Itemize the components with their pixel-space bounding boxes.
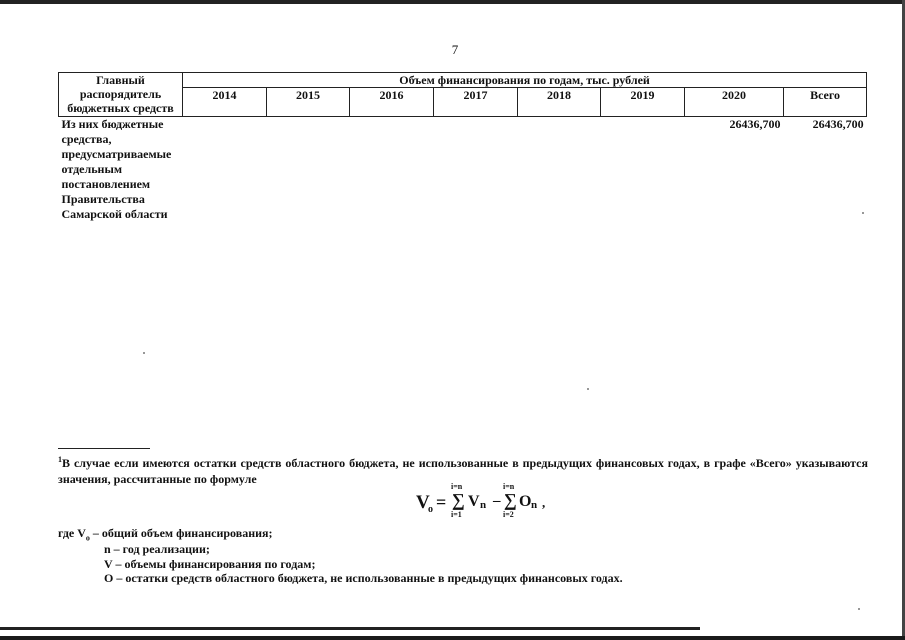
header-year: 2018	[518, 88, 601, 117]
legend-prefix: где V	[58, 526, 86, 540]
row-label-line: Правительства	[61, 192, 145, 206]
cell-2020: 26436,700	[729, 117, 781, 131]
legend-line	[104, 557, 315, 572]
cell-2017	[434, 117, 518, 223]
cell-2015	[267, 117, 350, 223]
cell-2019	[601, 117, 685, 223]
cell-2016	[350, 117, 434, 223]
footnote-marker: 1	[58, 455, 62, 464]
cell-2014	[183, 117, 267, 223]
scan-edge-bottom	[0, 636, 905, 640]
header-row-group	[59, 73, 867, 88]
header-year: 2019	[601, 88, 685, 117]
table-row	[59, 117, 867, 223]
sum1-bottom: i=1	[451, 510, 462, 519]
row-label-line: Из них бюджетные	[61, 117, 164, 131]
header-year: 2014	[183, 88, 267, 117]
row-label-line: предусматриваемые	[61, 147, 172, 161]
bottom-rule	[0, 627, 700, 630]
row-label-line: постановлением	[61, 177, 151, 191]
sum-icon: ∑	[504, 490, 517, 510]
sum1-top: i=n	[451, 482, 463, 491]
legend-line	[104, 571, 623, 586]
legend-line	[104, 542, 210, 557]
formula-trailing: ,	[542, 495, 546, 510]
header-year: 2016	[350, 88, 434, 117]
header-distributor	[59, 73, 183, 117]
cell-2018	[518, 117, 601, 223]
legend-sub: o	[85, 533, 90, 543]
row-label-line: средства,	[61, 132, 112, 146]
formula	[416, 482, 616, 522]
header-distributor-line: бюджетных средств	[67, 101, 174, 115]
row-label-line: Самарской области	[61, 207, 168, 221]
header-year: 2017	[434, 88, 518, 117]
footnote-rule	[58, 448, 150, 449]
footnote-text: В случае если имеются остатки средств областного бюджета, не использованные в предыдущих финансовых годах, в графе «Всего» указываются значения, рассчитанные по формуле	[58, 456, 868, 486]
formula-term2-sub: n	[531, 499, 538, 511]
sum-icon: ∑	[452, 490, 465, 510]
header-financing-group: Объем финансирования по годам, тыс. рублей	[183, 73, 867, 88]
page-number: 7	[451, 42, 459, 57]
header-total: Всего	[784, 88, 867, 117]
header-distributor-line: Главный	[96, 73, 145, 87]
legend-prefix: n – год реализации;	[104, 542, 210, 556]
row-label-line: отдельным	[61, 162, 123, 176]
header-year: 2020	[685, 88, 784, 117]
scan-speck	[587, 388, 589, 390]
formula-term1: V	[468, 493, 480, 510]
scan-speck	[143, 352, 145, 354]
row-label	[59, 117, 183, 223]
formula-lhs-sub: o	[428, 504, 433, 515]
financing-table	[58, 72, 867, 222]
scan-edge-top	[0, 0, 905, 4]
header-year: 2015	[267, 88, 350, 117]
formula-term1-sub: n	[480, 499, 487, 511]
legend-rest: – общий объем финансирования;	[89, 526, 273, 540]
legend-prefix: V – объемы финансирования по годам;	[104, 557, 316, 571]
legend-prefix: O – остатки средств областного бюджета, не использованные в предыдущих финансовых годах.	[104, 571, 623, 585]
header-distributor-line: распорядитель	[79, 87, 162, 101]
formula-minus: –	[493, 493, 501, 509]
formula-lhs: V	[416, 492, 430, 513]
scan-speck	[862, 212, 864, 214]
formula-term2: O	[519, 493, 532, 510]
sum2-bottom: i=2	[503, 510, 514, 519]
sum2-top: i=n	[503, 482, 515, 491]
cell-total: 26436,700	[812, 117, 864, 131]
formula-equals: =	[436, 492, 447, 512]
scan-speck	[858, 608, 860, 610]
